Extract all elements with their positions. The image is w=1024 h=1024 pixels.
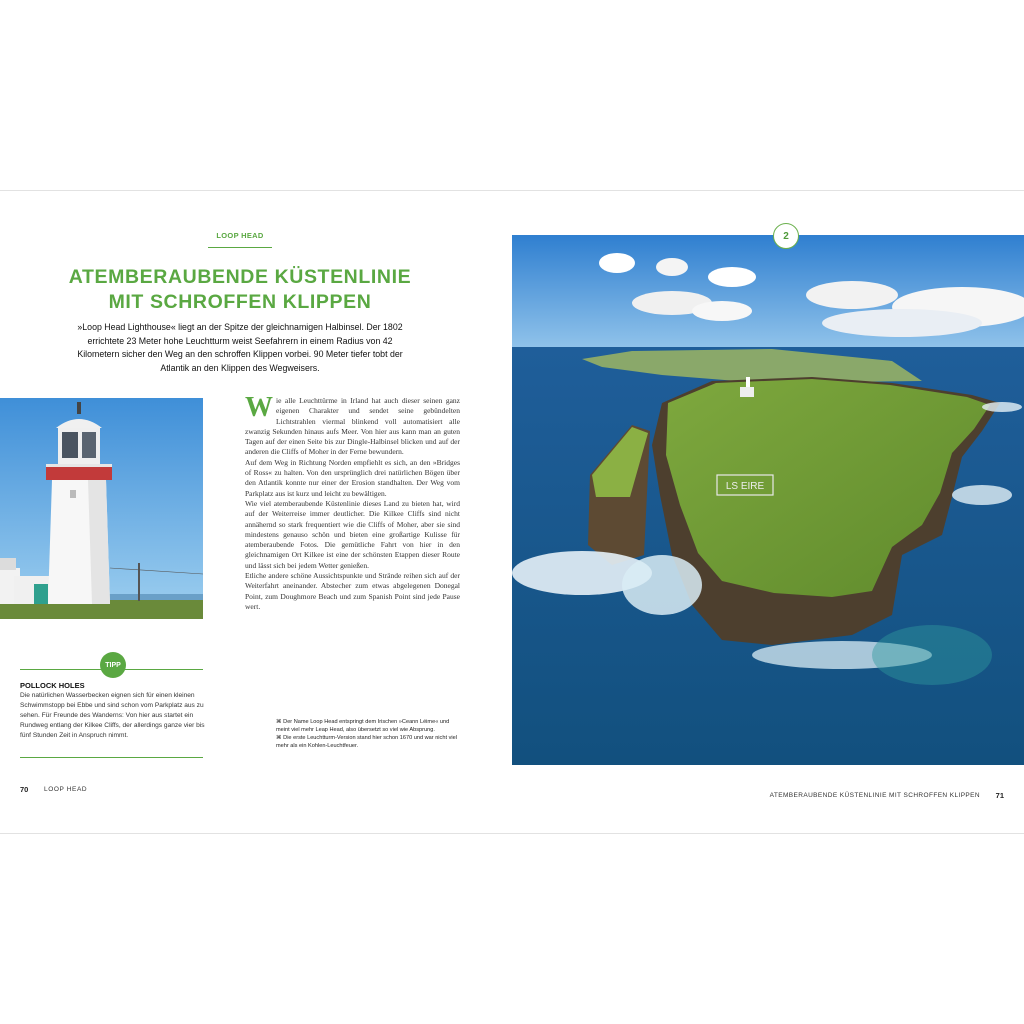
lighthouse-illustration (0, 398, 203, 619)
aerial-coast-photo (512, 235, 1024, 765)
headline-line-2: MIT SCHROFFEN KLIPPEN (108, 291, 372, 313)
running-head-right: ATEMBERAUBENDE KÜSTENLINIE MIT SCHROFFEN KLIPPEN (769, 792, 980, 799)
note-item: ⌘ Der Name Loop Head entspringt dem Irischen »Ceann Léime« und meint viel mehr Leap Head, also übersetzt so viel wie Absprung. (276, 719, 450, 733)
body-text (245, 392, 460, 612)
aerial-illustration (512, 235, 1024, 765)
page-number-right: 71 (995, 791, 1004, 800)
running-head-left: LOOP HEAD (44, 786, 88, 793)
section-kicker: LOOP HEAD (216, 231, 264, 240)
eire-sign: LS EIRE (725, 481, 765, 492)
lead-paragraph: »Loop Head Lighthouse« liegt an der Spitze der gleichnamigen Halbinsel. Der 1802 errichtete 23 Meter hohe Leuchtturm weist Seefahrern in einem Radius von 42 Kilometern sicher den Weg an den schroffen Klippen vorbei. 90 Meter tiefer tobt der Atlantik an den Klippen des Wegweisers. (77, 322, 403, 373)
body-paragraph-1 (245, 392, 460, 458)
drop-cap: W (245, 392, 273, 423)
headline-line-1: ATEMBERAUBENDE KÜSTENLINIE (68, 266, 412, 288)
tipp-text: Die natürlichen Wasserbecken eignen sich für einen kleinen Schwimmstopp bei Ebbe und sind schon vom Parkplatz aus zu sehen. Für Freunde des Wanderns: Von hier aus startet ein Rundweg entlang der Kilkee Cliffs, der allerdings ganze vier bis fünf Stunden Zeit in Anspruch nimmt. (20, 692, 205, 739)
page-headline (40, 265, 440, 315)
body-paragraph-1-text: ie alle Leuchttürme in Irland hat auch dieser seinen ganz eigenen Charakter und sendet seine gebündelten Lichtstrahlen viermal blinkend voll automatisiert alle zwanzig Sekunden hinaus aufs Meer. Von hier aus kann man an guten Tagen auf der einen Seite bis zur Dingle-Halbinsel blicken und auf der anderen die Cliffs of Moher in der Ferne bewundern. (245, 396, 460, 457)
kicker-rule (208, 247, 272, 248)
note-item: ⌘ Die erste Leuchtturm-Version stand hier schon 1670 und war nicht viel mehr als ein Kohlen-Leuchtfeuer. (276, 735, 457, 749)
tipp-rule-bottom (20, 757, 203, 758)
page-number-left: 70 (20, 785, 29, 794)
body-paragraph-2: Auf dem Weg in Richtung Norden empfiehlt es sich, an den »Bridges of Ross« zu halten. Von den ursprünglich drei natürlichen Bögen über den Atlantik konnte nur einer der Erosion standhalten. Der Weg vom Parkplatz aus ist kurz und leicht zu bewältigen. (245, 457, 460, 498)
book-spread (0, 190, 1024, 834)
body-paragraph-3: Wie viel atemberaubende Küstenlinie dieses Land zu bieten hat, wird auf der Weiterreise immer deutlicher. Die Kilkee Cliffs sind nicht annähernd so stark frequentiert wie die Cliffs of Moher, aber sie sind mindestens genauso schön und bieten eine großartige Kulisse für atemberaubende Fotos. Die gemütliche Fahrt von hier in den gleichnamigen Ort Kilkee ist eine der schönsten Etappen dieser Route und lässt sich bei jedem Wetter genießen. (245, 498, 460, 570)
tipp-title: POLLOCK HOLES (20, 681, 85, 690)
body-paragraph-4: Etliche andere schöne Aussichtspunkte und Strände reihen sich auf der Weiterfahrt aneinander. Abstecher zum etwas abgelegenen Donegal Point, zum Doughmore Beach und zum Spanish Point sind jede Pause wert. (245, 571, 460, 611)
chapter-number-badge: 2 (773, 223, 799, 249)
side-notes (276, 718, 458, 750)
tipp-badge: TIPP (100, 652, 126, 678)
lighthouse-photo (0, 398, 203, 619)
